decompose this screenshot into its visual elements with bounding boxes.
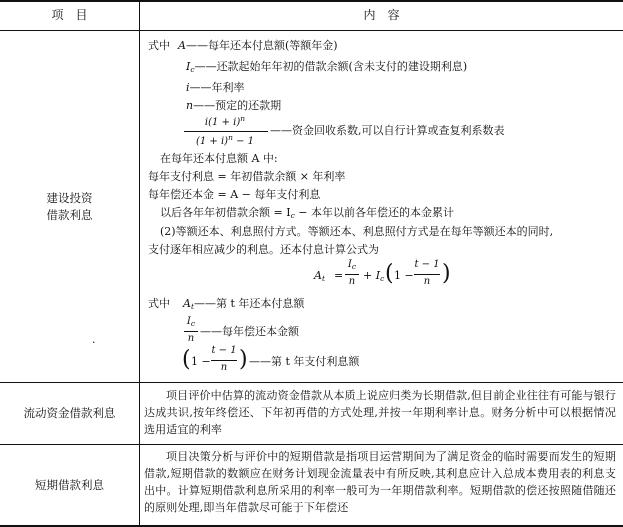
interest-line: 每年支付利息 = 年初借款余额 × 年利率 [148,170,346,183]
int-right-paren: ) [239,347,248,372]
f1-num-sub: c [351,262,357,271]
int-fraction-bar [211,360,237,361]
pr-num-sub: c [190,319,196,328]
sym-Ic: I [186,60,191,73]
formula-left-paren: ( [385,261,394,286]
label-short-term-interest: 短期借款利息 [35,477,104,492]
formula-plus-Ic [363,269,384,283]
formula-f2-bar [414,274,440,275]
formula-lhs-sub: t [321,274,325,283]
balance-line [160,206,454,220]
pr-definition: ——每年偿还本金额 [200,325,299,338]
method2-line-2: 支付逐年相应减少的利息。还本付息计算公式为 [148,243,379,256]
column-divider [139,0,140,527]
where-label-2: 式中 [148,297,170,310]
label-working-capital-interest: 流动资金借款利息 [23,406,116,421]
crf-fraction-bar [184,131,268,132]
where-label-1: 式中 [148,39,170,52]
pr-denominator: n [187,333,195,344]
balance-tail: − 本年以前各年偿还的本金累计 [294,206,454,219]
formula-equals: = [334,269,344,282]
working-capital-text: 项目评价中估算的流动资金借款从本质上说应归类为长期借款,但目前企业往往有可能与银行达成共识,按年终偿还、下年初再借的方式处理,并按一年期利率计息。财务分析中可以根据情况选用适宜的利率 [144,389,616,436]
int-numerator: t − 1 [211,345,237,356]
formula-f2-num: t − 1 [414,259,440,270]
crf-definition: ——资金回收系数,可以自行计算或查复利系数表 [270,124,505,137]
balance-sub: c [290,211,295,220]
stray-dot: · [92,336,96,349]
def-i [186,81,245,94]
sym-At: A [183,297,191,310]
def-Ic-text: ——还款起始年年初的借款余额(含未支付的建设期利息) [194,60,468,73]
sym-At-sub: t [190,302,194,311]
formula-f1-num [344,259,360,271]
def-A [178,39,338,52]
crf-num-exp: n [240,114,246,123]
pr-num-sym: I [186,316,191,327]
in-A-line: 在每年还本付息额 A 中: [160,152,278,165]
def-Ic [186,60,467,74]
formula-f1-den: n [348,276,356,287]
def-i-text: ——年利率 [189,81,245,94]
plus-Ic-sub: c [380,274,385,283]
plus-Ic-text: + I [363,269,381,282]
label-construction-interest [0,31,139,382]
crf-numerator [182,114,268,129]
label-line-2: 借款利息 [46,207,93,222]
int-definition: ——第 t 年支付利息额 [249,355,360,368]
int-left-paren: ( [182,347,191,372]
sym-n: n [186,99,194,112]
balance-text: 以后各年年初借款余额 = I [160,206,291,219]
formula-lhs-sym: A [314,269,322,282]
formula-lhs [314,269,325,283]
def-At [183,297,304,311]
principal-line: 每年偿还本金 = A − 每年支付利息 [148,188,321,201]
int-denominator: n [220,362,228,373]
formula-right-paren: ) [442,261,451,286]
pr-numerator [183,316,199,328]
crf-den-exp: n [228,133,233,142]
def-n [186,99,281,112]
crf-denominator [182,133,268,148]
crf-den-base: (1 + i) [195,136,229,147]
crf-num-base: i(1 + i) [204,117,241,128]
short-term-text: 项目决策分析与评价中的短期借款是指项目运营期间为了满足资金的临时需要而发生的短期借款,短期借款的数额应在财务计划现金流量表中有所反映,其利息应计入总成本费用表的利息支出中。计算短期借款利息所采用的利率一般可为一年期借款利率。短期借款的偿还按照随借随还的原则处理,即当年借款尽可能于下年偿还 [144,450,616,514]
header-content-column: 内 容 [363,7,400,22]
label-line-1: 建设投资 [46,190,93,205]
crf-den-tail: − 1 [232,136,255,147]
pr-fraction-bar [184,331,198,332]
def-At-text: ——第 t 年还本付息额 [193,297,305,310]
sym-i: i [186,81,190,94]
formula-f1-bar [345,274,359,275]
f1-num-sym: I [347,259,352,270]
sym-Ic-sub: c [190,65,195,74]
def-n-text: ——预定的还款期 [193,99,282,112]
sym-A: A [178,39,186,52]
formula-one-minus: 1 − [394,269,414,282]
int-one-minus: 1 − [191,355,211,368]
header-item-column: 项 目 [51,7,88,22]
method2-line-1: (2)等额还本、利息照付方式。等额还本、利息照付方式是在每年等额还本的同时, [160,225,554,238]
def-A-text: ——每年还本付息额(等额年金) [185,39,338,52]
formula-f2-den: n [423,276,431,287]
